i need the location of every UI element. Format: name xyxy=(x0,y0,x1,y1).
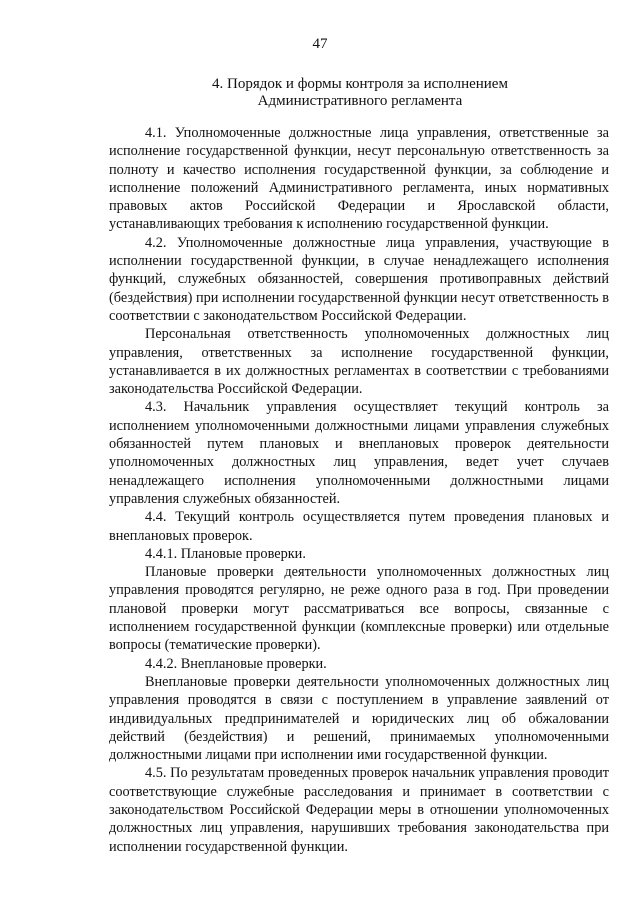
paragraph-4-3: 4.3. Начальник управления осуществляет текущий контроль за исполнением уполномоченными должностными лицами управления служебных обязанностей путем плановых и внеплановых проверок деятельности уполномоченных должностных лиц управления, ведет учет случаев ненадлежащего исполнения уполномоченными должностными лицами управления служебных обязанностей. xyxy=(109,399,609,507)
paragraph-4-4-1: 4.4.1. Плановые проверки. xyxy=(145,545,306,562)
section-heading-line-2: Административного регламента xyxy=(257,93,463,109)
section-heading-line-1: 4. Порядок и формы контроля за исполнением xyxy=(212,76,508,92)
paragraph-personal-responsibility: Персональная ответственность уполномоченных должностных лиц управления, ответственных за исполнение государственной функции, устанавливается в их должностных регламентах в соответствии с требованиями законодательства Российской Федерации. xyxy=(109,326,609,398)
paragraph-4-2: 4.2. Уполномоченные должностные лица управления, участвующие в исполнении государственной функции, в случае ненадлежащего исполнения функций, служебных обязанностей, совершения противоправных действий (бездействия) при исполнении государственной функции несут ответственность в соответствии с законодательством Российской Федерации. xyxy=(109,234,609,324)
paragraph-4-5: 4.5. По результатам проведенных проверок начальник управления проводит соответствующие служебные расследования и принимает в соответствии с законодательством Российской Федерации меры в отношении уполномоченных должностных лиц управления, нарушивших требования законодательства при исполнении государственной функции. xyxy=(109,765,609,855)
paragraph-4-4: 4.4. Текущий контроль осуществляется путем проведения плановых и внеплановых проверок. xyxy=(109,509,609,544)
paragraph-unscheduled-inspections: Внеплановые проверки деятельности уполномоченных должностных лиц управления проводятся в связи с поступлением в управление заявлений от индивидуальных предпринимателей и юридических лиц об обжаловании действий (бездействия) и решений, принимаемых уполномоченными должностными лицами при исполнении ими государственной функции. xyxy=(109,673,609,764)
paragraph-4-4-2: 4.4.2. Внеплановые проверки. xyxy=(145,655,327,672)
section-heading xyxy=(100,76,620,110)
paragraph-planned-inspections: Плановые проверки деятельности уполномоченных должностных лиц управления проводятся регулярно, не реже одного раза в год. При проведении плановой проверки могут рассматриваться все вопросы, связанные с исполнением государственной функции (комплексные проверки) или отдельные вопросы (тематические проверки). xyxy=(109,564,609,654)
page-number: 47 xyxy=(312,36,328,52)
paragraph-4-1: 4.1. Уполномоченные должностные лица управления, ответственные за исполнение государственной функции, несут персональную ответственность за полноту и качество исполнения государственной функции, за соблюдение и исполнение положений Административного регламента, иных нормативных правовых актов Российской Федерации и Ярославской области, устанавливающих требования к исполнению государственной функции. xyxy=(109,125,609,233)
body-text xyxy=(109,124,609,856)
